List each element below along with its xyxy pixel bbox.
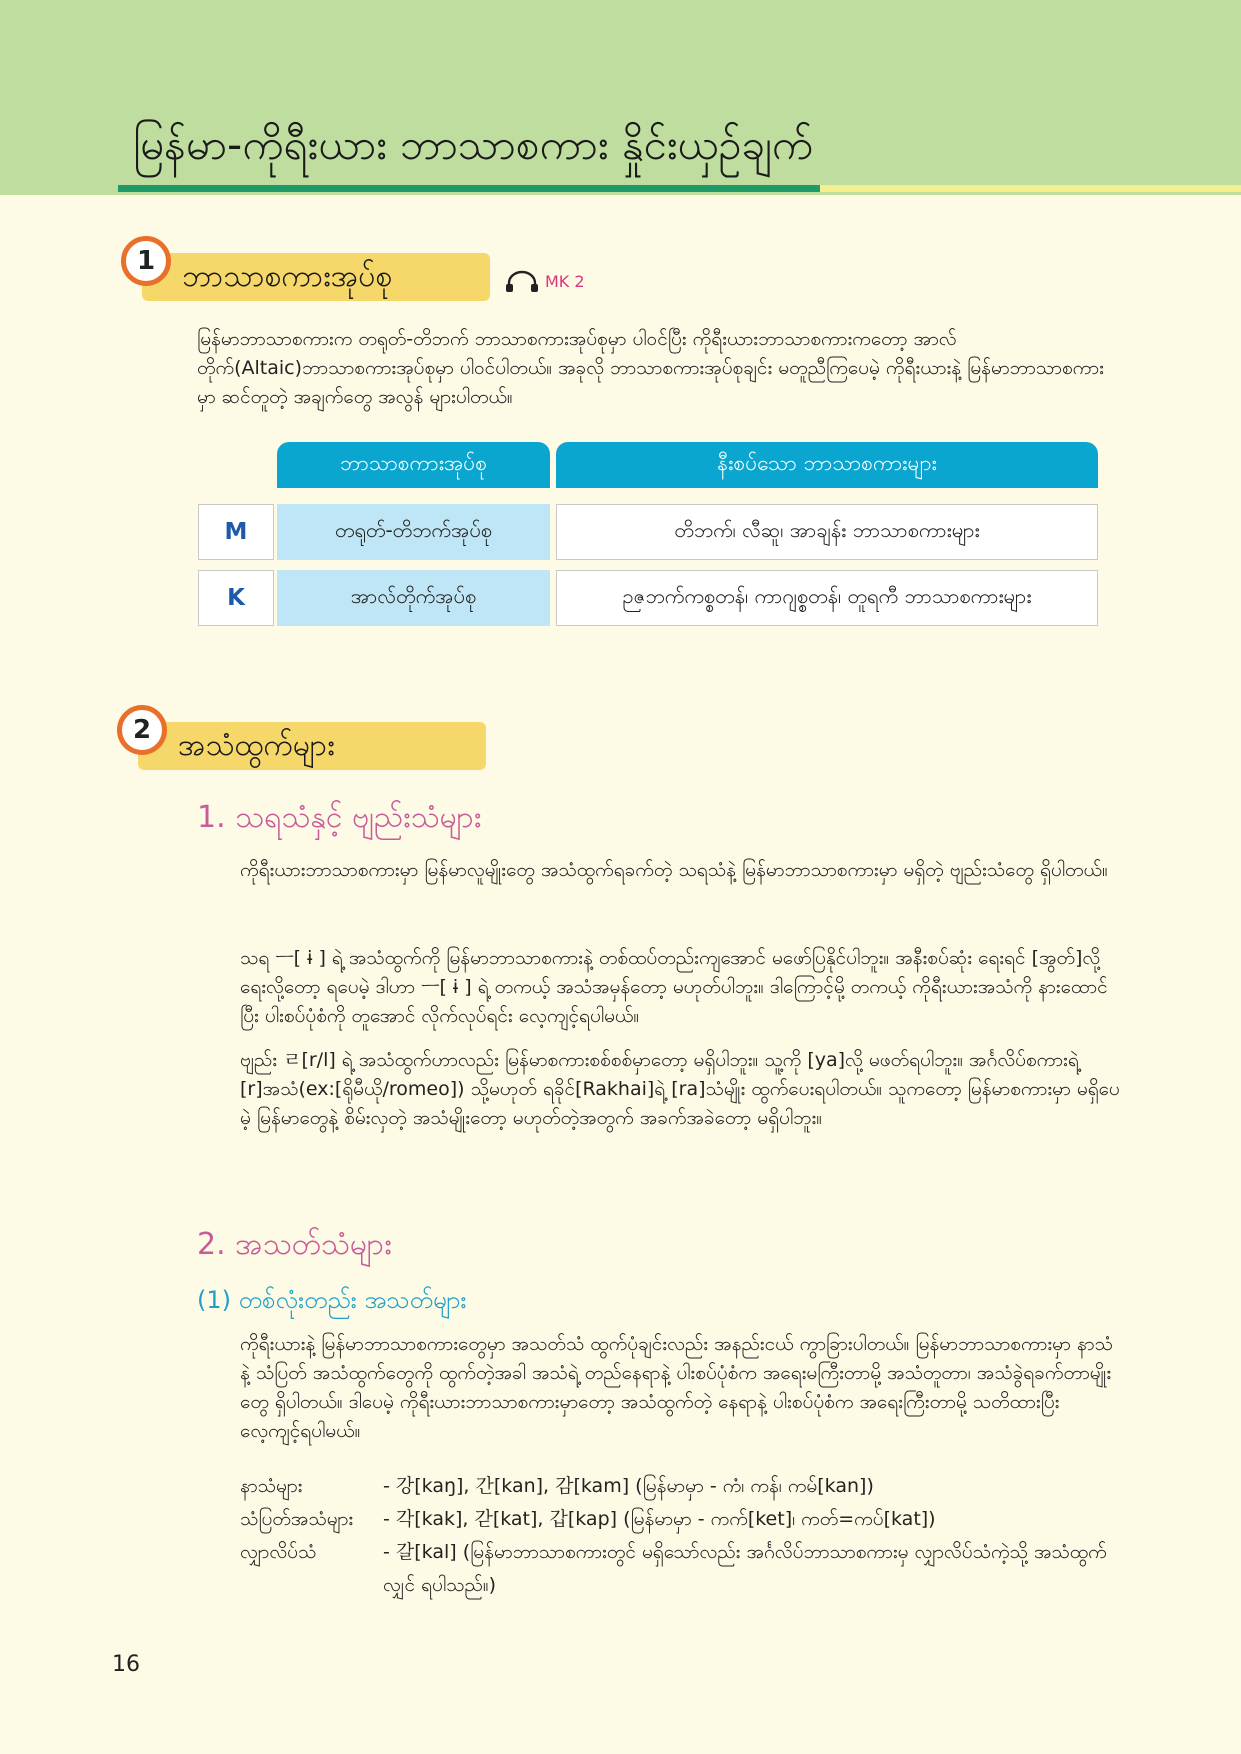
sound-label-nasal: နာသံများ <box>240 1475 303 1497</box>
subsection1-paragraph-2-text: သရ ㅡ[ ɨ ] ရဲ့ အသံထွက်ကို မြန်မာဘာသာစကားနဲ့ တစ်ထပ်တည်းကျအောင် မဖော်ပြနိုင်ပါဘူး။ အနီးစပ်ဆုံး ရေးရင် [အွတ်]လို့ ရေးလို့တော့ ရပေမဲ့ ဒါဟာ ㅡ[ ɨ ] ရဲ့ တကယ့် အသံအမှန်တော့ မဟုတ်ပါဘူး။ ဒါကြောင့်မို့ တကယ့် ကိုရီးယားအသံကို နားထောင်ပြီး ပါးစပ်ပုံစံကို တူအောင် လိုက်လုပ်ရင်း လေ့ကျင့်ရပါမယ်။ <box>240 947 1108 1027</box>
table-header-family: ဘာသာစကားအုပ်စု <box>277 442 550 488</box>
subsection1-paragraph-3-text: ဗျည်း ㄹ[r/l] ရဲ့ အသံထွက်ဟာလည်း မြန်မာစကားစစ်စစ်မှာတော့ မရှိပါဘူး။ သူ့ကို [ya]လို့ မဖတ်ရပါဘူး။ အင်္ဂလိပ်စကားရဲ့ [r]အသံ(ex:[ရိုမီယို/romeo]) သို့မဟုတ် ရခိုင်[Rakhai]ရဲ့ [ra]သံမျိုး ထွက်ပေးရပါတယ်။ သူကတော့ မြန်မာစကားမှာ မရှိပေမဲ့ မြန်မာတွေနဲ့ စိမ်းလှတဲ့ အသံမျိုးတော့ မဟုတ်တဲ့အတွက် အခက်အခဲတော့ မရှိပါဘူး။ <box>240 1049 1120 1129</box>
subsection1-paragraph-1 <box>240 856 1120 885</box>
sound-text-liquid: - 갈[kal] (မြန်မာဘာသာစကားတွင် မရှိသော်လည်း အင်္ဂလိပ်ဘာသာစကားမှ လျှာလိပ်သံကဲ့သို့ အသံထွက်လျှင် ရပါသည်။) <box>383 1541 1107 1596</box>
table-row-k-family: အာလ်တိုက်အုပ်စု <box>277 570 550 626</box>
table-header-languages: နီးစပ်သော ဘာသာစကားများ <box>556 442 1098 488</box>
subsection1-heading: 1. သရသံနှင့် ဗျည်းသံများ <box>197 800 482 835</box>
section1-number: 1 <box>121 236 171 286</box>
page-number: 16 <box>112 1652 140 1677</box>
table-row-m-family: တရုတ်-တိဘက်အုပ်စု <box>277 504 550 560</box>
title-rule-green <box>118 185 820 192</box>
subsection1-paragraph-2 <box>240 944 1120 1031</box>
sound-row-stop <box>240 1503 1120 1536</box>
sound-label-liquid: လျှာလိပ်သံ <box>240 1541 317 1563</box>
table-row-m-code: M <box>198 504 274 560</box>
sound-list <box>240 1470 1120 1602</box>
audio-link[interactable] <box>505 270 585 292</box>
sound-row-liquid <box>240 1536 1120 1602</box>
subsection2-heading: 2. အသတ်သံများ <box>197 1227 392 1262</box>
audio-track-label: MK 2 <box>545 271 585 291</box>
subsection1-paragraph-3 <box>240 1046 1120 1133</box>
section2-title: အသံထွက်များ <box>178 728 335 763</box>
subsection2-subheading: (1) တစ်လုံးတည်း အသတ်များ <box>197 1286 467 1314</box>
section2-number: 2 <box>117 705 167 755</box>
page-title: မြန်မာ-ကိုရီးယား ဘာသာစကား နှိုင်းယှဉ်ချက် <box>133 120 813 169</box>
table-row-k-code: K <box>198 570 274 626</box>
sound-text-stop: - 각[kak], 갇[kat], 갑[kap] (မြန်မာမှာ - ကက်[ket]၊ ကတ်=ကပ်[kat]) <box>383 1508 936 1530</box>
subsection2-paragraph <box>240 1330 1120 1446</box>
subsection2-paragraph-text: ကိုရီးယားနဲ့ မြန်မာဘာသာစကားတွေမှာ အသတ်သံ ထွက်ပုံချင်းလည်း အနည်းငယ် ကွာခြားပါတယ်။ မြန်မာဘာသာစကားမှာ နာသံနဲ့ သံပြတ် အသံထွက်တွေကို ထွက်တဲ့အခါ အသံရဲ့ တည်နေရာနဲ့ ပါးစပ်ပုံစံက အရေးမကြီးတာမို့ အသံတူတာ၊ အသံခွဲရခက်တာမျိုးတွေ ရှိပါတယ်။ ဒါပေမဲ့ ကိုရီးယားဘာသာစကားမှာတော့ အသံထွက်တဲ့ နေရာနဲ့ ပါးစပ်ပုံစံက အရေးကြီးတာမို့ သတိထားပြီး လေ့ကျင့်ရပါမယ်။ <box>240 1333 1113 1442</box>
table-row-m-languages: တိဘက်၊ လီဆူ၊ အာချန်း ဘာသာစကားများ <box>556 504 1098 560</box>
section1-title: ဘာသာစကားအုပ်စု <box>182 259 393 294</box>
sound-label-stop: သံပြတ်အသံများ <box>240 1508 354 1530</box>
subsection1-paragraph-1-text: ကိုရီးယားဘာသာစကားမှာ မြန်မာလူမျိုးတွေ အသံထွက်ရခက်တဲ့ သရသံနဲ့ မြန်မာဘာသာစကားမှာ မရှိတဲ့ ဗျည်းသံတွေ ရှိပါတယ်။ <box>240 859 1108 881</box>
headphones-icon <box>505 270 539 292</box>
section1-paragraph-text: မြန်မာဘာသာစကားက တရုတ်-တိဘက် ဘာသာစကားအုပ်စုမှာ ပါဝင်ပြီး ကိုရီးယားဘာသာစကားကတော့ အာလ်တိုက်(Altaic)ဘာသာစကားအုပ်စုမှာ ပါဝင်ပါတယ်။ အခုလို ဘာသာစကားအုပ်စုချင်း မတူညီကြပေမဲ့ ကိုရီးယားနဲ့ မြန်မာဘာသာစကားမှာ ဆင်တူတဲ့ အချက်တွေ အလွန် များပါတယ်။ <box>197 328 1104 408</box>
section1-paragraph <box>197 325 1117 412</box>
title-rule-yellow <box>820 185 1241 192</box>
table-row-k-languages: ဉဇဘက်ကစ္စတန်၊ ကာဂျစ္စတန်၊ တူရကီ ဘာသာစကားများ <box>556 570 1098 626</box>
sound-text-nasal: - 강[kaŋ], 간[kan], 감[kam] (မြန်မာမှာ - ကံ၊ ကန်၊ ကမ်[kan]) <box>383 1475 874 1497</box>
sound-row-nasal <box>240 1470 1120 1503</box>
